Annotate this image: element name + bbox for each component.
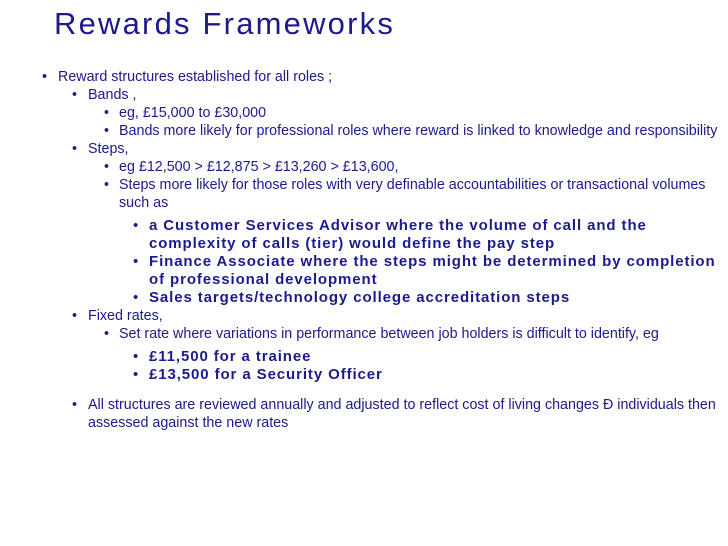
list-item-text: Fixed rates,	[88, 308, 163, 324]
list-item-text: All structures are reviewed annually and adjusted to reflect cost of living changes Ð individuals then assessed against the new rates	[88, 397, 716, 431]
slide-title: Rewards Frameworks	[54, 6, 396, 41]
list-item	[0, 158, 728, 176]
bullet-icon: •	[104, 326, 110, 342]
bullet-icon: •	[133, 366, 140, 383]
list-item-text: eg £12,500 > £12,875 > £13,260 > £13,600,	[119, 159, 399, 175]
list-item	[0, 212, 728, 253]
list-item	[0, 325, 728, 343]
list-item-text: eg, £15,000 to £30,000	[119, 105, 267, 121]
bullet-icon: •	[42, 69, 48, 85]
bullet-icon: •	[133, 217, 140, 234]
list-item-text: Finance Associate where the steps might be determined by completion of professional development	[149, 253, 716, 288]
list-item	[0, 343, 728, 366]
bullet-icon: •	[104, 159, 110, 175]
bullet-icon: •	[104, 177, 110, 193]
list-item-text: Steps more likely for those roles with very definable accountabilities or transactional volumes such as	[119, 177, 706, 211]
list-item	[0, 289, 728, 307]
bullet-icon: •	[104, 123, 110, 139]
list-item-text: Steps,	[88, 141, 129, 157]
list-item-text: Reward structures established for all roles ;	[58, 69, 333, 85]
list-item	[0, 176, 728, 212]
bullet-list	[0, 68, 728, 432]
list-item	[0, 104, 728, 122]
list-item	[0, 122, 728, 140]
bullet-icon: •	[133, 289, 140, 306]
list-item-text: a Customer Services Advisor where the volume of call and the complexity of calls (tier) would define the pay step	[149, 217, 647, 252]
bullet-icon: •	[72, 308, 78, 324]
list-item	[0, 86, 728, 104]
list-item	[0, 396, 728, 432]
bullet-icon: •	[133, 253, 140, 270]
bullet-icon: •	[72, 141, 78, 157]
list-item-text: £13,500 for a Security Officer	[149, 366, 383, 383]
list-item	[0, 253, 728, 289]
bullet-icon: •	[104, 105, 110, 121]
list-item-text: Bands ,	[88, 87, 137, 103]
list-item-text: £11,500 for a trainee	[149, 348, 312, 365]
bullet-icon: •	[133, 348, 140, 365]
list-item	[0, 307, 728, 325]
list-item	[0, 68, 728, 86]
list-item-text: Bands more likely for professional roles where reward is linked to knowledge and responsibility	[119, 123, 718, 139]
list-item	[0, 140, 728, 158]
spacer	[0, 384, 728, 396]
bullet-icon: •	[72, 397, 78, 413]
bullet-icon: •	[72, 87, 78, 103]
list-item	[0, 366, 728, 384]
list-item-text: Sales targets/technology college accreditation steps	[149, 289, 571, 306]
list-item-text: Set rate where variations in performance between job holders is difficult to identify, eg	[119, 326, 659, 342]
